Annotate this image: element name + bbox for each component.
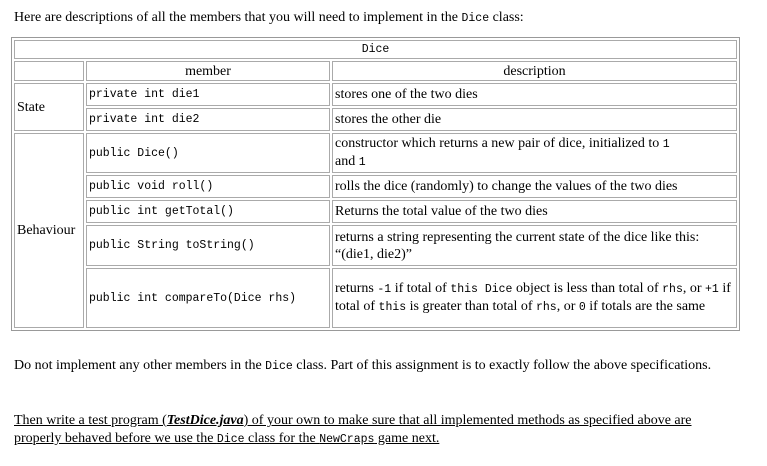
header-description: description (332, 61, 737, 81)
text-part: if total of (335, 281, 731, 314)
code-part: Dice (265, 360, 293, 373)
intro-class-name: Dice (461, 12, 490, 25)
code-part: this Dice (450, 283, 513, 296)
text-part: Then write a test program ( (14, 413, 167, 428)
text-part: class for the (244, 431, 320, 446)
description-die2: stores the other die (332, 108, 737, 131)
text-part: and (335, 154, 359, 169)
code-part: NewCraps (319, 433, 375, 446)
intro-text-part: class: (489, 10, 524, 25)
member-compare-to: public int compareTo(Dice rhs) (86, 268, 330, 328)
text-part: class. Part of this assignment is to exactly follow the above specifications. (292, 358, 712, 373)
member-die2: private int die2 (86, 108, 330, 131)
text-part: ) of your own to make sure that all implemented methods as specified above are properly behaved before we use the (14, 413, 692, 446)
code-part: rhs (662, 283, 683, 296)
text-part: game next. (374, 431, 440, 446)
text-part: constructor which returns a new pair of dice, initialized to (335, 136, 663, 151)
member-constructor: public Dice() (86, 133, 330, 173)
intro-text (14, 10, 524, 26)
header-empty-cell (14, 61, 84, 81)
member-to-string: public String toString() (86, 225, 330, 266)
text-part: Do not implement any other members in the (14, 358, 266, 373)
code-part: this (378, 301, 407, 314)
description-constructor (332, 133, 737, 173)
text-part: object is less than total of (512, 281, 663, 296)
member-roll: public void roll() (86, 175, 330, 198)
description-to-string: returns a string representing the current state of the dice like this: “(die1, die2)” (332, 225, 737, 266)
category-behaviour: Behaviour (14, 133, 84, 328)
dice-spec-table (11, 37, 740, 331)
category-state: State (14, 83, 84, 131)
text-part: if totals are the same (585, 299, 706, 314)
description-compare-to (332, 268, 737, 328)
instruction-paragraph (14, 357, 739, 376)
test-file-name: TestDice.java (166, 413, 244, 428)
code-part: Dice (216, 433, 245, 446)
text-part: is greater than total of (406, 299, 536, 314)
text-part: , or (682, 281, 706, 296)
intro-text-part: Here are descriptions of all the members that you will need to implement in the (14, 10, 462, 25)
description-get-total: Returns the total value of the two dies (332, 200, 737, 223)
code-part: -1 (377, 283, 392, 296)
code-part: +1 (705, 283, 719, 296)
header-member: member (86, 61, 330, 81)
table-caption: Dice (14, 40, 737, 59)
code-part: 0 (578, 301, 586, 314)
code-part: 1 (662, 138, 670, 151)
code-part: 1 (358, 156, 366, 169)
test-program-paragraph (14, 412, 739, 449)
description-roll: rolls the dice (randomly) to change the values of the two dies (332, 175, 737, 198)
code-part: rhs (536, 301, 557, 314)
description-die1: stores one of the two dies (332, 83, 737, 106)
text-part: returns (335, 281, 378, 296)
text-part: if total of (391, 281, 451, 296)
member-die1: private int die1 (86, 83, 330, 106)
member-get-total: public int getTotal() (86, 200, 330, 223)
text-part: , or (556, 299, 579, 314)
